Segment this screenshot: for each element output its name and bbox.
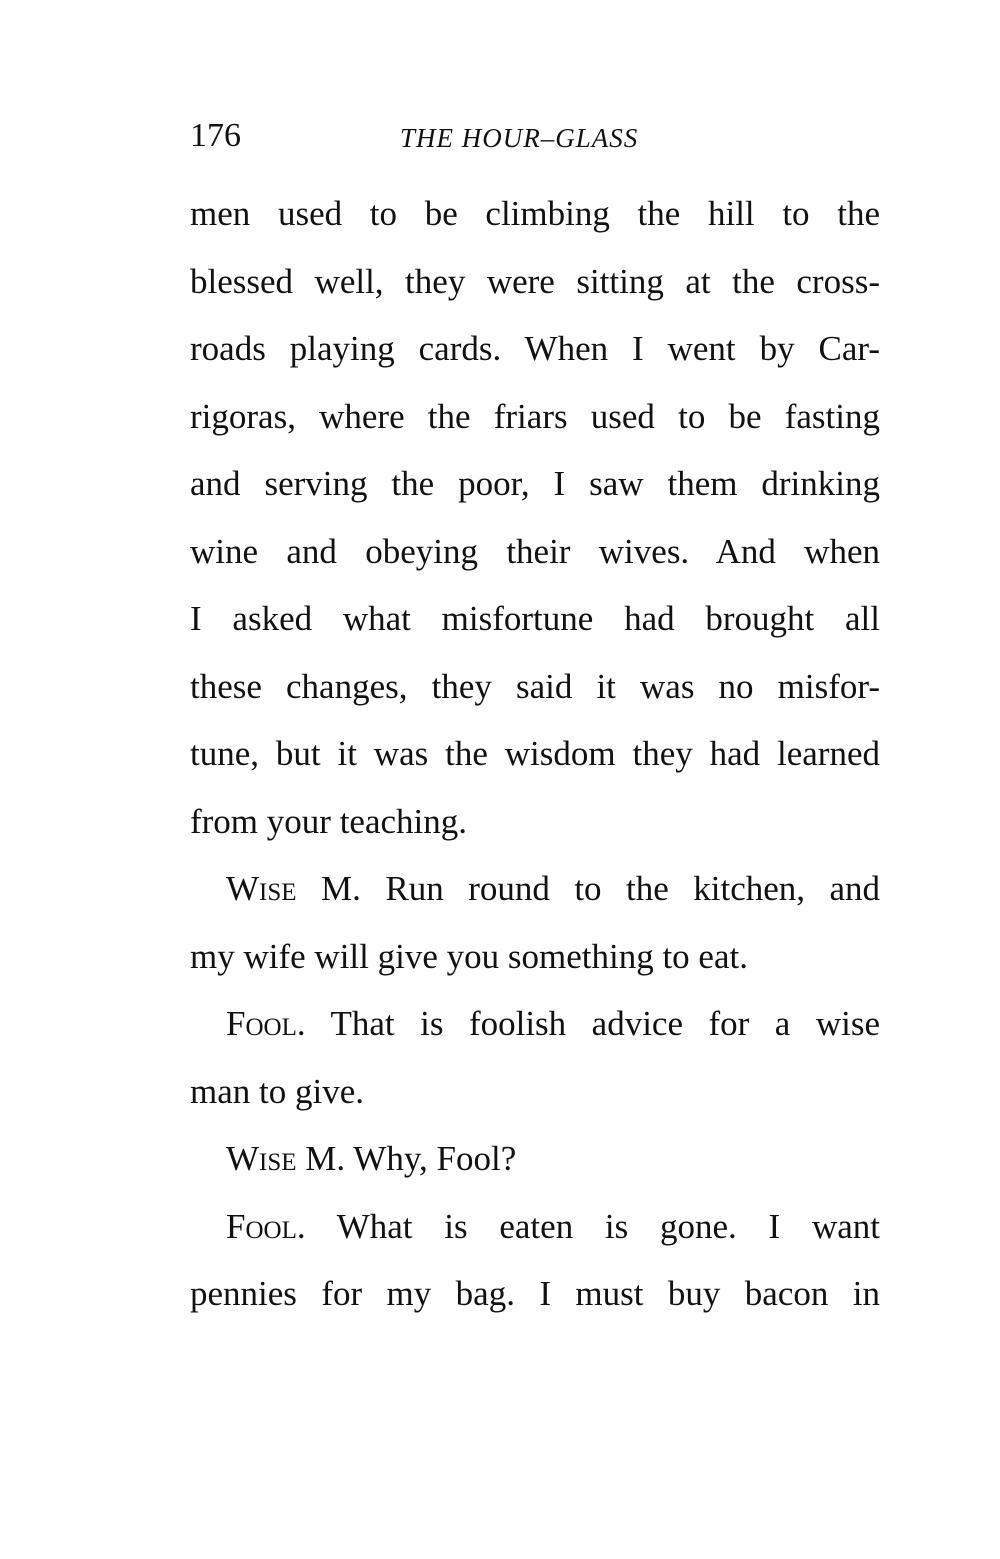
text-line: pennies for my bag. I must buy bacon in [190, 1274, 880, 1313]
text-line: blessed well, they were sitting at the cross- [190, 261, 880, 301]
speech-line [190, 990, 880, 1058]
speaker-name: Wise [226, 869, 297, 908]
body-text [190, 180, 880, 1328]
text-line: and serving the poor, I saw them drinking [190, 464, 880, 503]
text-line: tune, but it was the wisdom they had learned [190, 734, 880, 773]
speech-text: M. Run round to the kitchen, and [321, 869, 880, 908]
page-header [190, 112, 880, 160]
speech-text: What is eaten is gone. I want [336, 1206, 880, 1246]
speech-text: That is foolish advice for a wise [330, 1004, 880, 1043]
speaker-name: Fool. [226, 1004, 306, 1043]
text-line: from your teaching. [190, 801, 467, 841]
speaker-name: Wise [226, 1139, 297, 1178]
speech-text: M. Why, Fool? [305, 1139, 517, 1178]
speech-line [190, 855, 880, 923]
text-line: man to give. [190, 1071, 364, 1111]
text-line: my wife will give you something to eat. [190, 936, 748, 976]
text-line: wine and obeying their wives. And when [190, 531, 880, 571]
speaker-name: Fool. [226, 1206, 306, 1246]
page-number: 176 [190, 117, 241, 154]
text-line: men used to be climbing the hill to the [190, 194, 880, 233]
text-line: these changes, they said it was no misfor- [190, 666, 880, 706]
speech-line [190, 1125, 880, 1193]
speech-line [190, 1193, 880, 1261]
text-line: roads playing cards. When I went by Car- [190, 329, 880, 368]
running-title: THE HOUR–GLASS [400, 123, 639, 153]
text-line: rigoras, where the friars used to be fasting [190, 396, 880, 436]
text-line: I asked what misfortune had brought all [190, 599, 880, 638]
